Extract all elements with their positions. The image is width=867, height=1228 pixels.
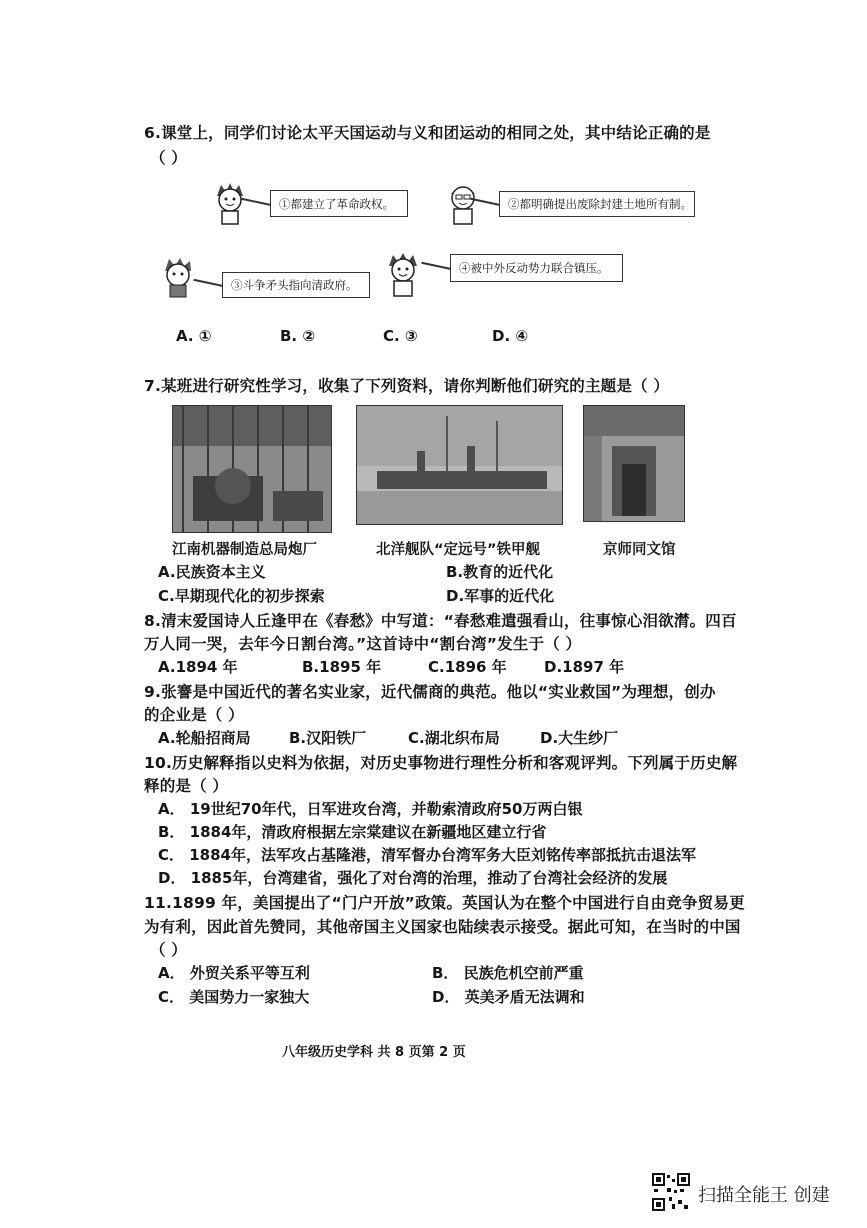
q11-option-b[interactable]: B． 民族危机空前严重 (432, 964, 584, 982)
q10-stem-line2: 释的是（ ） (144, 777, 229, 795)
q6-option-d[interactable]: D. ④ (492, 327, 529, 345)
q9-stem-line1: 9.张謇是中国近代的著名实业家，近代儒商的典范。他以“实业救国”为理想，创办 (144, 683, 716, 701)
q9-option-c[interactable]: C.湖北织布局 (408, 729, 500, 747)
cartoon-student-2 (444, 180, 482, 226)
q11-option-d[interactable]: D． 英美矛盾无法调和 (432, 988, 585, 1006)
page-footer: 八年级历史学科 共 8 页第 2 页 (282, 1045, 466, 1060)
speech-bubble-1: ①都建立了革命政权。 (270, 190, 408, 217)
q6-stem: 6.课堂上，同学们讨论太平天国运动与义和团运动的相同之处，其中结论正确的是 (144, 124, 711, 142)
qr-code-icon (652, 1173, 690, 1211)
q10-stem-line1: 10.历史解释指以史料为依据，对历史事物进行理性分析和客观评判。下列属于历史解 (144, 754, 738, 772)
photo-tongwen-guan (583, 405, 685, 522)
q7-stem: 7.某班进行研究性学习，收集了下列资料，请你判断他们研究的主题是（ ） (144, 377, 670, 395)
q9-option-b[interactable]: B.汉阳铁厂 (289, 729, 367, 747)
q10-option-c[interactable]: C． 1884年，法军攻占基隆港，清军督办台湾军务大臣刘铭传率部抵抗击退法军 (158, 846, 696, 864)
q6-option-b[interactable]: B. ② (280, 327, 316, 345)
q8-stem-line1: 8.清末爱国诗人丘逢甲在《春愁》中写道：“春愁难遣强看山，往事惊心泪欲潸。四百 (144, 612, 737, 630)
cartoon-student-4 (384, 252, 422, 298)
q11-stem-line1: 11.1899 年，美国提出了“门户开放”政策。英国认为在整个中国进行自由竞争贸易更 (144, 894, 745, 912)
caption-jiangnan: 江南机器制造总局炮厂 (172, 542, 317, 558)
caption-tongwen: 京师同文馆 (603, 542, 676, 558)
q7-option-a[interactable]: A.民族资本主义 (158, 563, 266, 581)
q10-option-a[interactable]: A． 19世纪70年代，日军进攻台湾，并勒索清政府50万两白银 (158, 800, 583, 818)
q8-option-b[interactable]: B.1895 年 (302, 658, 382, 676)
q8-stem-line2: 万人同一哭，去年今日割台湾。”这首诗中“割台湾”发生于（ ） (144, 635, 582, 653)
q6-option-c[interactable]: C. ③ (383, 327, 418, 345)
q7-option-d[interactable]: D.军事的近代化 (446, 587, 555, 605)
q9-option-a[interactable]: A.轮船招商局 (158, 729, 251, 747)
q9-option-d[interactable]: D.大生纱厂 (540, 729, 619, 747)
q7-option-c[interactable]: C.早期现代化的初步探索 (158, 587, 325, 605)
speech-bubble-4: ④被中外反动势力联合镇压。 (450, 254, 623, 282)
q6-option-a[interactable]: A. ① (176, 327, 212, 345)
cartoon-student-3 (160, 257, 196, 299)
q11-option-c[interactable]: C． 美国势力一家独大 (158, 988, 310, 1006)
q11-stem-line3: （ ） (150, 941, 187, 959)
q7-option-b[interactable]: B.教育的近代化 (446, 563, 554, 581)
q10-option-b[interactable]: B． 1884年，清政府根据左宗棠建议在新疆地区建立行省 (158, 823, 547, 841)
cartoon-student-1 (212, 182, 248, 226)
speech-bubble-2: ②都明确提出废除封建土地所有制。 (499, 191, 695, 217)
q10-option-d[interactable]: D． 1885年，台湾建省，强化了对台湾的治理，推动了台湾社会经济的发展 (158, 869, 668, 887)
q8-option-a[interactable]: A.1894 年 (158, 658, 238, 676)
watermark-text: 扫描全能王 创建 (698, 1185, 830, 1206)
q11-option-a[interactable]: A． 外贸关系平等互利 (158, 964, 310, 982)
photo-dingyuan-ironclad (356, 405, 563, 525)
caption-dingyuan: 北洋舰队“定远号”铁甲舰 (376, 542, 541, 558)
q11-stem-line2: 为有利，因此首先赞同，其他帝国主义国家也陆续表示接受。据此可知，在当时的中国 (144, 918, 741, 936)
speech-bubble-3: ③斗争矛头指向清政府。 (222, 272, 370, 298)
q8-option-c[interactable]: C.1896 年 (428, 658, 507, 676)
q8-option-d[interactable]: D.1897 年 (544, 658, 625, 676)
q6-bracket: （ ） (150, 149, 187, 167)
q9-stem-line2: 的企业是（ ） (144, 706, 244, 724)
photo-jiangnan-arsenal (172, 405, 332, 533)
